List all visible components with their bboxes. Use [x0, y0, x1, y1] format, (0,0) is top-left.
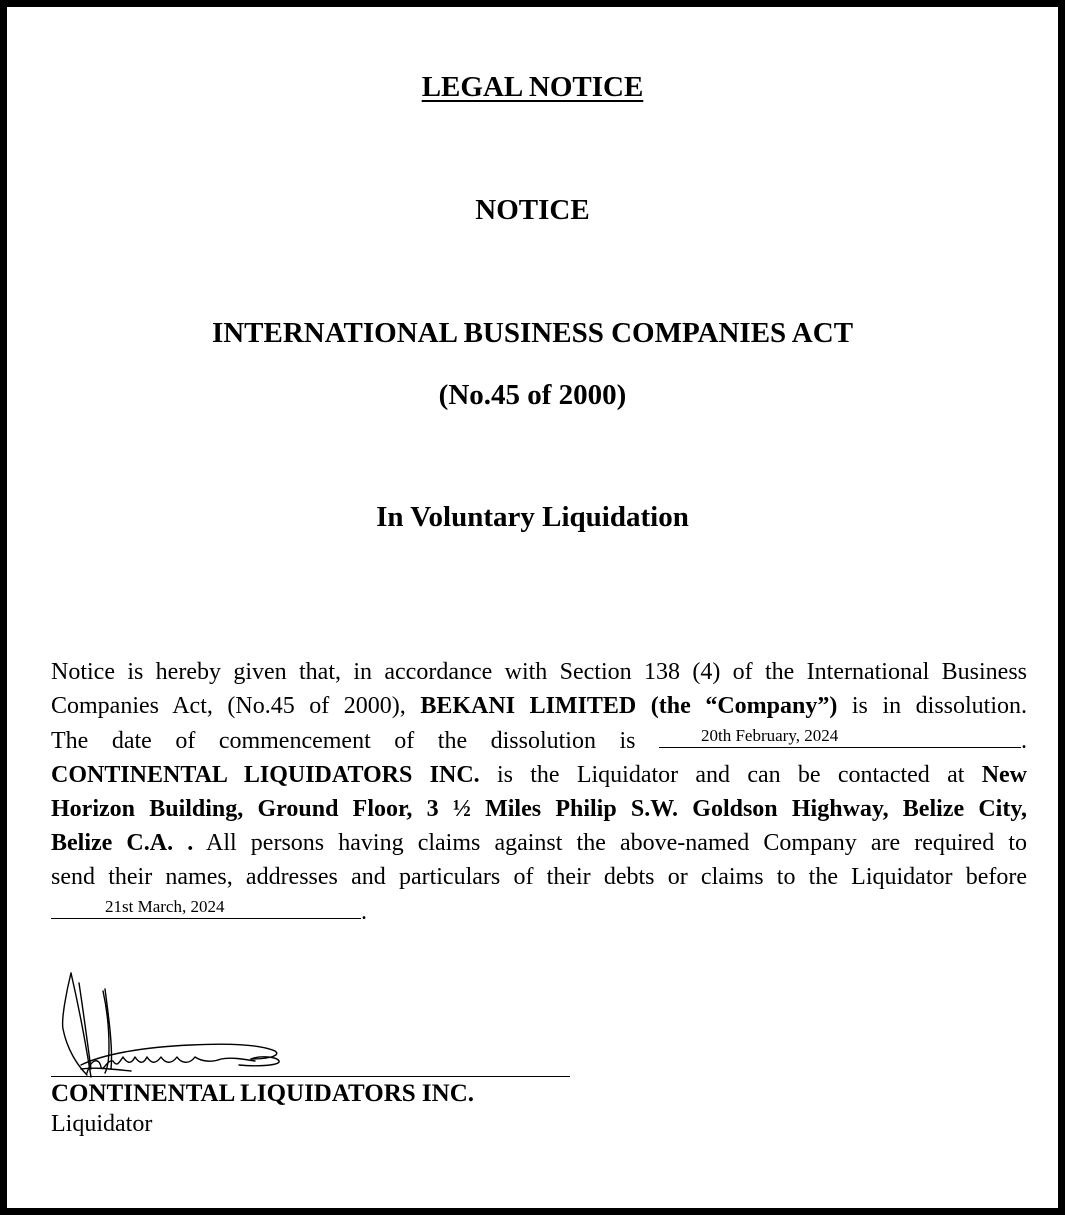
liquidation-status: In Voluntary Liquidation — [376, 501, 689, 533]
liquidator-address: Horizon Building, Ground Floor, 3 ½ Miles Philip S.W. Goldson Highway, Belize City, — [51, 796, 1027, 822]
company-name: BEKANI LIMITED (the “Company”) — [420, 693, 838, 719]
signatory-role: Liquidator — [51, 1111, 153, 1137]
body-line-6: Belize C.A. . All persons having claims against the above-named Company are required to — [51, 830, 1027, 856]
body-line-2: Companies Act, (No.45 of 2000), BEKANI LIMITED (the “Company”) is in dissolution. — [51, 693, 1028, 719]
body-line-3: The date of commencement of the dissolution is 20th February, 2024 . — [51, 723, 1027, 758]
dissolution-date: 20th February, 2024 — [701, 726, 839, 745]
act-number: (No.45 of 2000) — [438, 379, 627, 411]
body-line-4: CONTINENTAL LIQUIDATORS INC. is the Liquidator and can be contacted at New — [51, 762, 1028, 788]
body-line-1: Notice is hereby given that, in accordance with Section 138 (4) of the International Business — [51, 659, 1027, 685]
claims-date-field — [51, 894, 361, 919]
act-title: INTERNATIONAL BUSINESS COMPANIES ACT — [211, 317, 854, 349]
liquidator-name: CONTINENTAL LIQUIDATORS INC. — [51, 762, 480, 788]
notice-heading: NOTICE — [475, 194, 590, 226]
signature-line — [51, 1076, 570, 1077]
notice-body — [51, 655, 1027, 929]
signatory-name: CONTINENTAL LIQUIDATORS INC. — [51, 1080, 475, 1107]
dissolution-date-field — [659, 723, 1021, 748]
claims-date: 21st March, 2024 — [105, 897, 225, 916]
body-line-5 — [51, 792, 1027, 826]
legal-notice-title: LEGAL NOTICE — [421, 71, 644, 103]
body-line-8: 21st March, 2024 . — [51, 894, 1027, 929]
body-line-7: send their names, addresses and particulars of their debts or claims to the Liquidator before — [51, 864, 1027, 890]
